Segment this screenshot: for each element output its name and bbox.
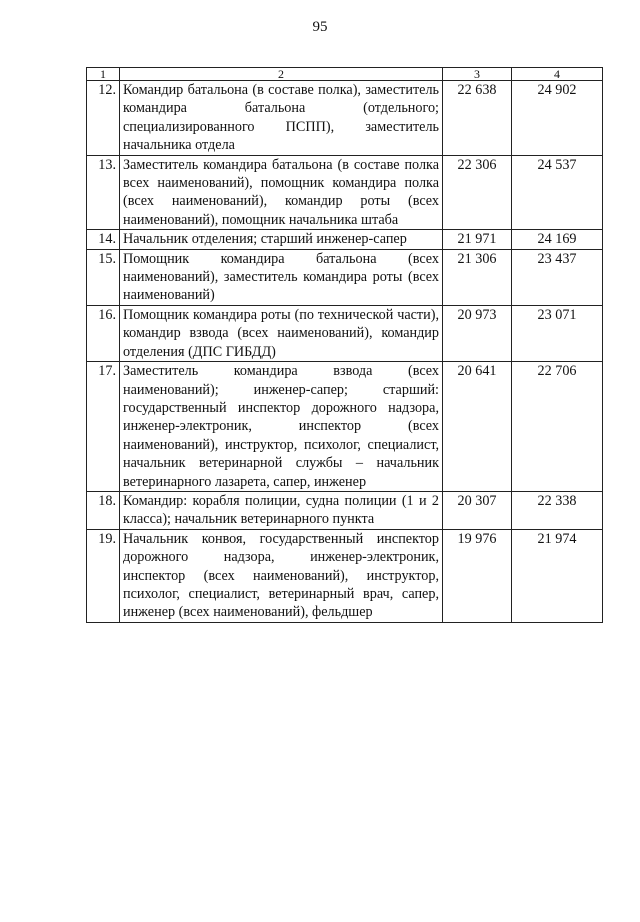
position-description: Командир батальона (в составе полка), заместитель командира батальона (отдельного; специализированного ПСПП), заместитель начальника отдела xyxy=(120,81,443,156)
table-header-row xyxy=(87,68,603,81)
page-number: 95 xyxy=(312,19,328,35)
position-description: Заместитель командира батальона (в составе полка всех наименований), помощник командира полка (всех наименований), командир роты (всех наименований), помощник начальника штаба xyxy=(120,155,443,230)
salary-value-col4: 24 902 xyxy=(512,81,603,156)
table-row xyxy=(87,249,603,305)
row-number: 12. xyxy=(87,81,120,156)
row-number: 19. xyxy=(87,529,120,622)
salary-value-col3: 21 306 xyxy=(443,249,512,305)
position-description: Начальник отделения; старший инженер-сапер xyxy=(120,230,443,249)
column-header-3: 3 xyxy=(443,68,512,81)
column-header-1: 1 xyxy=(87,68,120,81)
salary-value-col4: 24 169 xyxy=(512,230,603,249)
position-description: Помощник командира роты (по технической части), командир взвода (всех наименований), командир отделения (ДПС ГИБДД) xyxy=(120,305,443,361)
salary-value-col3: 20 973 xyxy=(443,305,512,361)
row-number: 14. xyxy=(87,230,120,249)
table-row xyxy=(87,230,603,249)
salary-value-col4: 22 338 xyxy=(512,491,603,529)
row-number: 17. xyxy=(87,362,120,492)
row-number: 18. xyxy=(87,491,120,529)
position-description: Помощник командира батальона (всех наименований), заместитель командира роты (всех наименований) xyxy=(120,249,443,305)
position-description: Командир: корабля полиции, судна полиции (1 и 2 класса); начальник ветеринарного пункта xyxy=(120,491,443,529)
salary-value-col4: 21 974 xyxy=(512,529,603,622)
table-row xyxy=(87,529,603,622)
table-row xyxy=(87,491,603,529)
salary-value-col4: 22 706 xyxy=(512,362,603,492)
position-description: Заместитель командира взвода (всех наименований); инженер-сапер; старший: государственный инспектор дорожного надзора, инженер-электроник, инспектор (всех наименований), инструктор, психолог, специалист, начальник ветеринарной службы – начальник ветеринарного лазарета, сапер, инженер xyxy=(120,362,443,492)
column-header-2: 2 xyxy=(120,68,443,81)
salary-table xyxy=(86,67,603,623)
salary-value-col3: 19 976 xyxy=(443,529,512,622)
salary-value-col4: 23 071 xyxy=(512,305,603,361)
row-number: 15. xyxy=(87,249,120,305)
salary-value-col3: 20 307 xyxy=(443,491,512,529)
position-description: Начальник конвоя, государственный инспектор дорожного надзора, инженер-электроник, инспектор (всех наименований), инструктор, психолог, специалист, ветеринарный врач, сапер, инженер (всех наименований), фельдшер xyxy=(120,529,443,622)
salary-value-col3: 22 638 xyxy=(443,81,512,156)
column-header-4: 4 xyxy=(512,68,603,81)
row-number: 16. xyxy=(87,305,120,361)
salary-value-col4: 24 537 xyxy=(512,155,603,230)
salary-value-col4: 23 437 xyxy=(512,249,603,305)
row-number: 13. xyxy=(87,155,120,230)
table-row xyxy=(87,305,603,361)
salary-value-col3: 22 306 xyxy=(443,155,512,230)
table-row xyxy=(87,362,603,492)
table-row xyxy=(87,81,603,156)
salary-value-col3: 21 971 xyxy=(443,230,512,249)
salary-value-col3: 20 641 xyxy=(443,362,512,492)
table-row xyxy=(87,155,603,230)
